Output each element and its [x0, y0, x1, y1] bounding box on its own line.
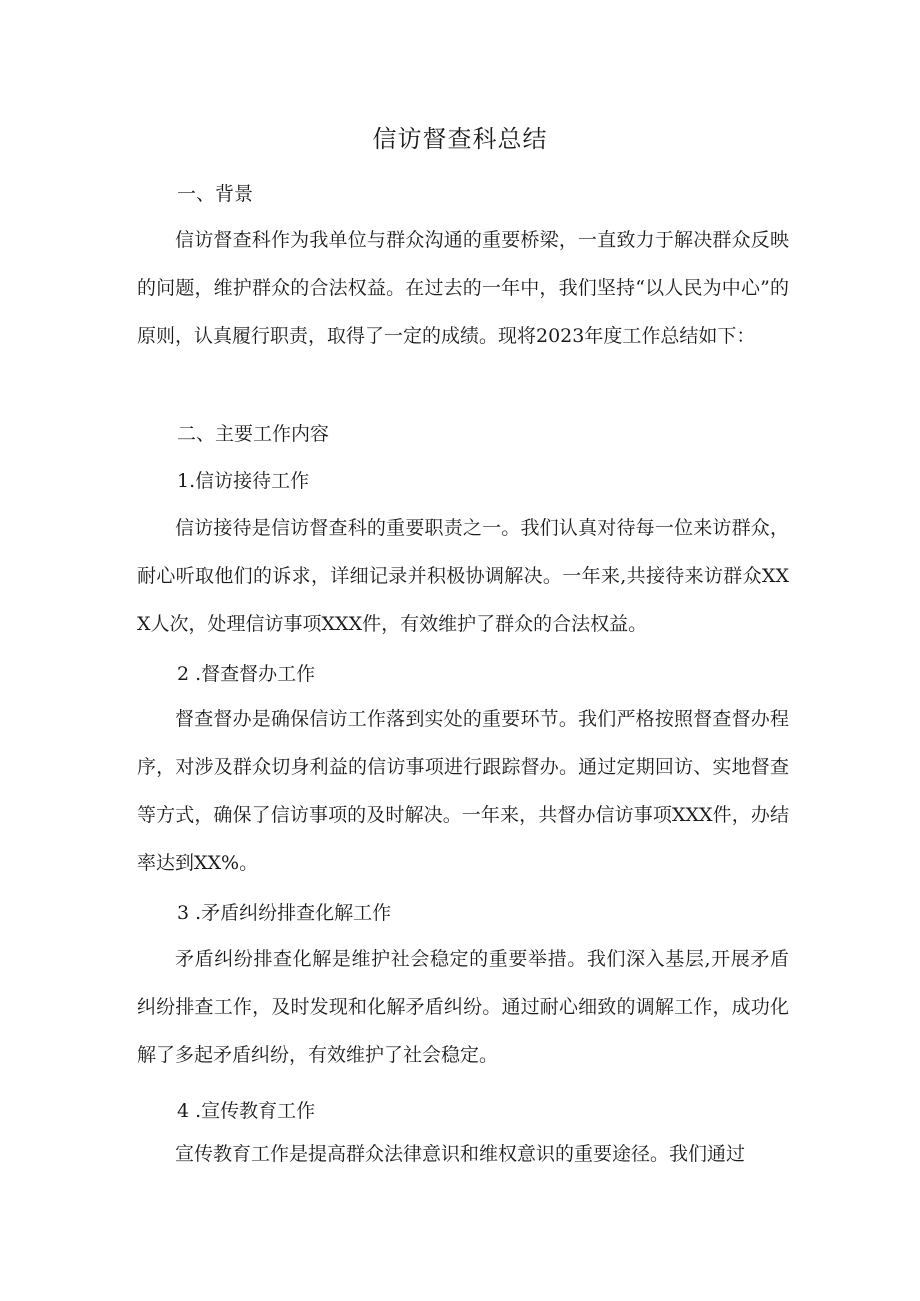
paragraph-reception: 信访接待是信访督查科的重要职责之一。我们认真对待每一位来访群众，耐心听取他们的诉求，详细记录并积极协调解决。一年来,共接待来访群众XXX人次，处理信访事项XXX件，有效维护了群众的合法权益。: [137, 517, 789, 635]
subsection-heading-reception: 1.信访接待工作: [177, 470, 310, 492]
paragraph-publicity-education: 宣传教育工作是提高群众法律意识和维权意识的重要途径。我们通过: [175, 1143, 746, 1165]
section-heading-background: 一、背景: [177, 183, 254, 205]
paragraph-dispute-resolution: 矛盾纠纷排查化解是维护社会稳定的重要举措。我们深入基层,开展矛盾纠纷排查工作，及时发现和化解矛盾纠纷。通过耐心细致的调解工作，成功化解了多起矛盾纠纷，有效维护了社会稳定。: [137, 948, 789, 1066]
paragraph-supervision: 督查督办是确保信访工作落到实处的重要环节。我们严格按照督查督办程序，对涉及群众切身利益的信访事项进行跟踪督办。通过定期回访、实地督查等方式，确保了信访事项的及时解决。一年来，共督办信访事项XXX件，办结率达到XX%。: [137, 708, 789, 874]
subsection-heading-supervision: 2 .督查督办工作: [177, 663, 316, 685]
subsection-heading-dispute-resolution: 3 .矛盾纠纷排查化解工作: [177, 902, 392, 924]
subsection-heading-publicity-education: 4 .宣传教育工作: [177, 1100, 316, 1122]
page-title: 信访督查科总结: [372, 125, 548, 153]
section-heading-main-work: 二、主要工作内容: [177, 423, 330, 445]
paragraph-background: 信访督查科作为我单位与群众沟通的重要桥梁，一直致力于解决群众反映的问题，维护群众的合法权益。在过去的一年中，我们坚持“以人民为中心”的原则，认真履行职责，取得了一定的成绩。现将2023年度工作总结如下：: [137, 229, 789, 347]
